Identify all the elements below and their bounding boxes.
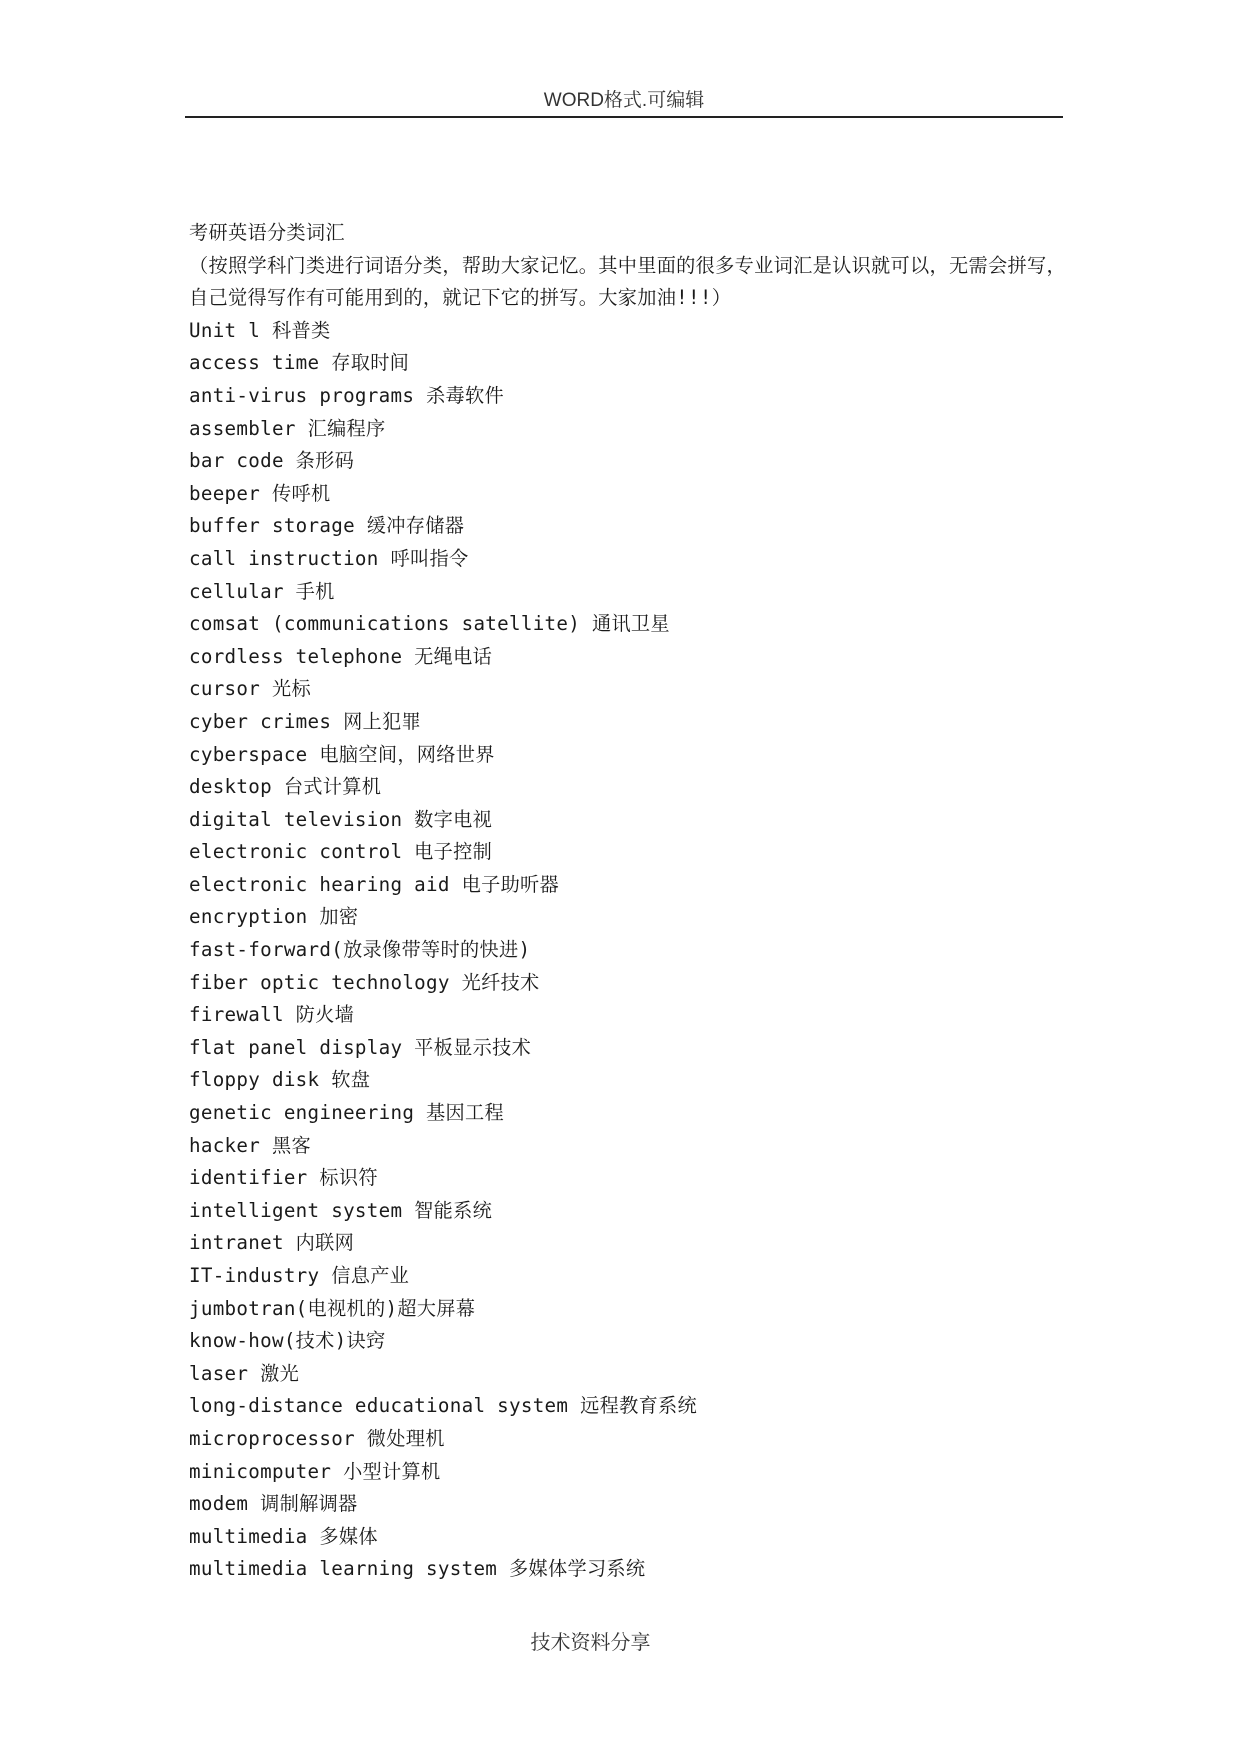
vocab-entry: call instruction 呼叫指令 bbox=[189, 546, 469, 570]
vocab-entry: intelligent system 智能系统 bbox=[189, 1198, 493, 1222]
intro-paragraph: （按照学科门类进行词语分类，帮助大家记忆。其中里面的很多专业词汇是认识就可以，无需会拼写，自己觉得写作有可能用到的，就记下它的拼写。大家加油!!!） bbox=[189, 253, 1066, 310]
vocab-entry: multimedia 多媒体 bbox=[189, 1524, 378, 1548]
vocab-entry: assembler 汇编程序 bbox=[189, 416, 386, 440]
vocab-entry: beeper 传呼机 bbox=[189, 481, 331, 505]
document-body bbox=[189, 217, 1069, 1586]
vocab-entry: encryption 加密 bbox=[189, 905, 359, 929]
vocab-entry: comsat (communications satellite) 通讯卫星 bbox=[189, 612, 670, 636]
document-title: 考研英语分类词汇 bbox=[189, 221, 345, 244]
vocab-entry: modem 调制解调器 bbox=[189, 1492, 358, 1516]
vocab-entry: fast-forward(放录像带等时的快进) bbox=[189, 938, 531, 962]
page-footer bbox=[0, 1626, 1241, 1655]
vocab-entry: jumbotran(电视机的)超大屏幕 bbox=[189, 1296, 476, 1320]
vocab-entry: cyberspace 电脑空间，网络世界 bbox=[189, 742, 495, 766]
vocab-entry: hacker 黑客 bbox=[189, 1133, 311, 1157]
vocab-entry: minicomputer 小型计算机 bbox=[189, 1459, 441, 1483]
vocab-entry: cellular 手机 bbox=[189, 579, 335, 603]
vocab-entry: anti-virus programs 杀毒软件 bbox=[189, 383, 504, 407]
vocab-entry: laser 激光 bbox=[189, 1361, 300, 1385]
vocab-entry: flat panel display 平板显示技术 bbox=[189, 1035, 532, 1059]
vocab-entry: buffer storage 缓冲存储器 bbox=[189, 514, 465, 538]
vocab-entry: know-how(技术)诀窍 bbox=[189, 1329, 386, 1353]
vocab-entry: digital television 数字电视 bbox=[189, 807, 493, 831]
unit-heading: Unit l 科普类 bbox=[189, 318, 331, 342]
header-text: WORD格式.可编辑 bbox=[543, 90, 705, 111]
vocab-entry: bar code 条形码 bbox=[189, 449, 355, 473]
vocab-entry: desktop 台式计算机 bbox=[189, 775, 382, 799]
page-header bbox=[185, 86, 1063, 118]
vocab-entry: cursor 光标 bbox=[189, 677, 311, 701]
vocab-entry: electronic control 电子控制 bbox=[189, 840, 493, 864]
vocab-entry: genetic engineering 基因工程 bbox=[189, 1101, 504, 1125]
vocab-entry: access time 存取时间 bbox=[189, 351, 410, 375]
vocab-entry: long-distance educational system 远程教育系统 bbox=[189, 1394, 698, 1418]
vocab-entry: cyber crimes 网上犯罪 bbox=[189, 709, 422, 733]
vocab-entry: multimedia learning system 多媒体学习系统 bbox=[189, 1557, 646, 1581]
vocab-entry: electronic hearing aid 电子助听器 bbox=[189, 872, 560, 896]
vocab-entry: floppy disk 软盘 bbox=[189, 1068, 371, 1092]
footer-text: 技术资料分享 bbox=[530, 1632, 651, 1654]
vocab-entry: identifier 标识符 bbox=[189, 1166, 378, 1190]
vocab-entry: microprocessor 微处理机 bbox=[189, 1426, 445, 1450]
vocab-entry: firewall 防火墙 bbox=[189, 1003, 355, 1027]
vocab-entry: IT-industry 信息产业 bbox=[189, 1264, 410, 1287]
vocab-entry: intranet 内联网 bbox=[189, 1231, 355, 1255]
vocab-entry: cordless telephone 无绳电话 bbox=[189, 644, 493, 668]
vocab-entry: fiber optic technology 光纤技术 bbox=[189, 970, 540, 994]
